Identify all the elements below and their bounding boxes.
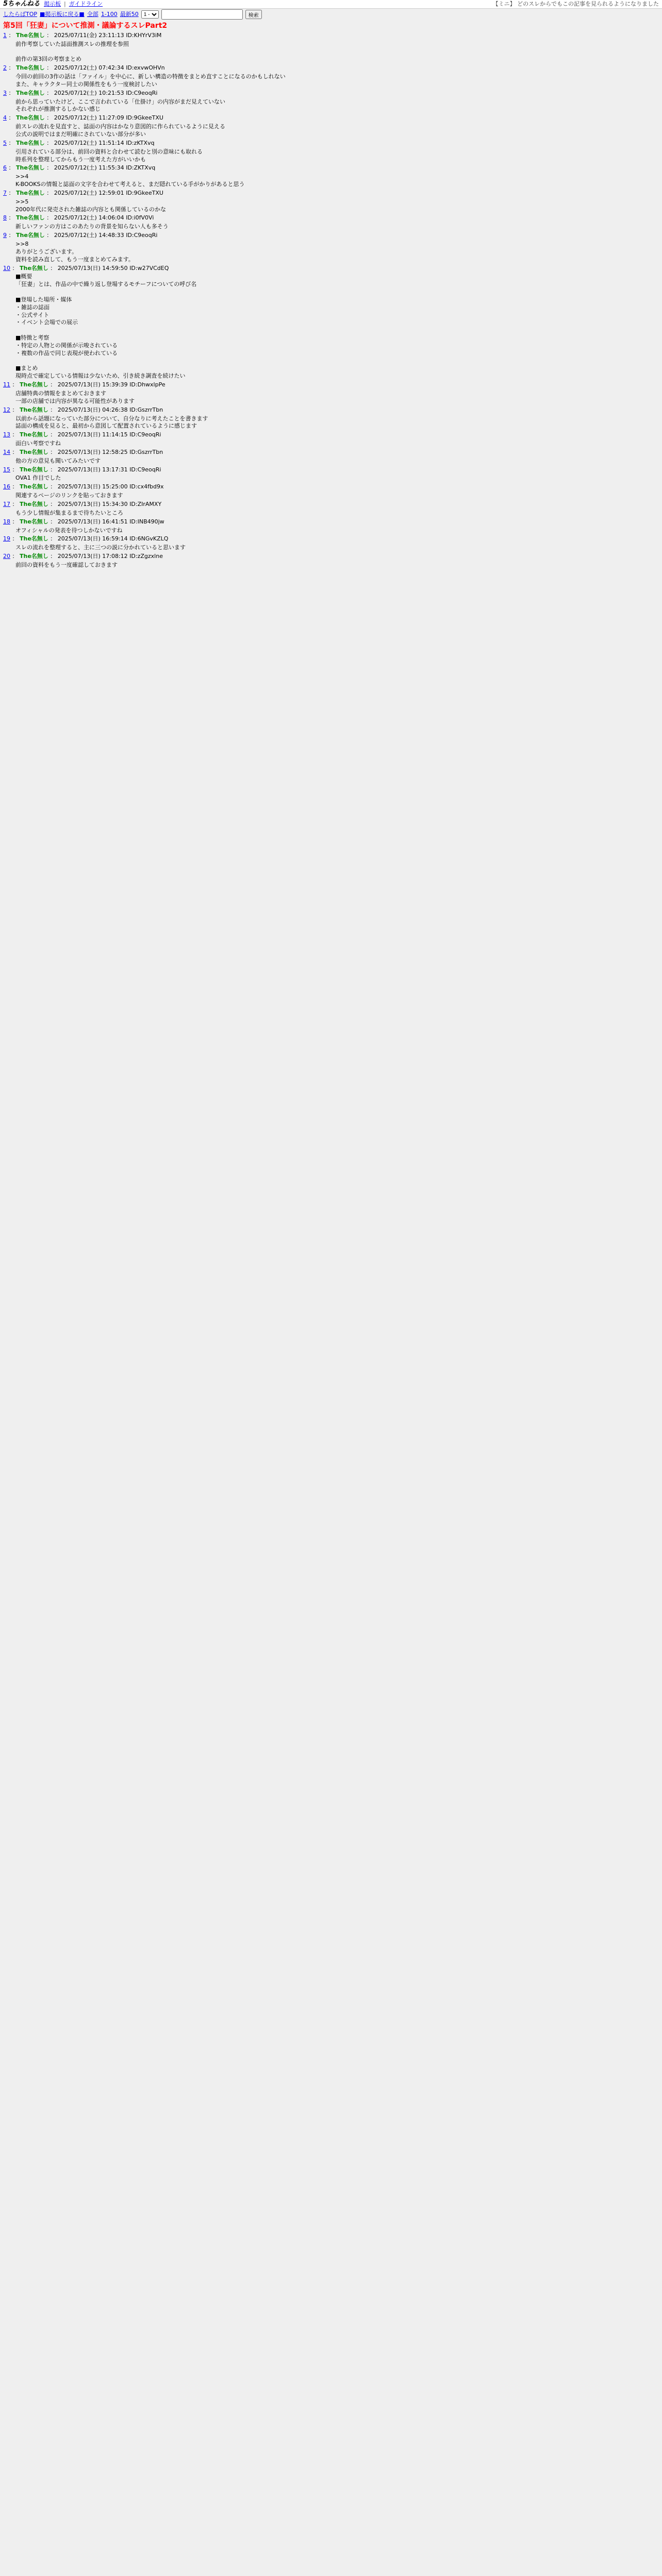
- post-body: もう少し情報が集まるまで待ちたいところ: [15, 509, 123, 516]
- post-body: 関連するページのリンクを貼っておきます: [15, 492, 123, 499]
- post-date: 2025/07/13(日) 12:58:25: [57, 448, 128, 455]
- post: [0, 31, 662, 63]
- post-author: The名無し: [20, 381, 48, 388]
- post-number[interactable]: 11: [3, 381, 10, 388]
- post-meta: 12 ： The名無し ： 2025/07/13(日) 04:26:38 ID:GszrrTbn: [3, 406, 163, 413]
- post-body: 以前から話題になっていた部分について、自分なりに考えたことを書きます 誌面の構成を見ると、最初から意図して配置されているように感じます: [15, 415, 208, 430]
- post: [0, 517, 662, 535]
- post-author: The名無し: [20, 448, 48, 455]
- post-date: 2025/07/13(日) 04:26:38: [57, 406, 128, 413]
- post-date: 2025/07/12(土) 11:27:09: [54, 114, 124, 122]
- post-list: [0, 31, 662, 569]
- post-body: 前作考察していた誌面推測スレの推理を参照 前作の第3回の考察まとめ: [15, 40, 129, 63]
- post: [0, 465, 662, 483]
- post-meta: 2 ： The名無し ： 2025/07/12(土) 07:42:34 ID:exvwOHVn: [3, 64, 165, 72]
- post-author: The名無し: [20, 406, 48, 413]
- post: [0, 113, 662, 139]
- post: [0, 430, 662, 448]
- post-body: 面白い考察ですね: [15, 440, 61, 447]
- post-date: 2025/07/13(日) 16:41:51: [57, 518, 128, 525]
- post-date: 2025/07/12(土) 14:06:04: [54, 214, 124, 222]
- post-meta: 15 ： The名無し ： 2025/07/13(日) 13:17:31 ID:C9eoqRi: [3, 466, 161, 473]
- post-id: ID:6NGvKZLQ: [129, 535, 169, 543]
- post-meta: 9 ： The名無し ： 2025/07/12(土) 14:48:33 ID:C9eoqRi: [3, 232, 158, 239]
- site-logo: 5ちゃんねる: [3, 0, 40, 8]
- post-body: スレの流れを整理すると、主に三つの説に分かれていると思います: [15, 544, 186, 551]
- post-body: ■概要 「狂妻」とは、作品の中で繰り返し登場するモチーフについての呼び名 ■登場した場所・媒体 ・雑誌の誌面 ・公式サイト ・イベント会場での展示 ■特徴と考察 ・特定の人物との関係が示唆されている ・複数の作品で同じ表現が使われている ■まとめ 現時点で確定している情報は少ないため、引き続き調査を続けたい: [15, 273, 197, 380]
- header-divider: |: [64, 0, 66, 7]
- post: [0, 139, 662, 164]
- post: [0, 213, 662, 231]
- post-id: ID:9GkeeTXU: [126, 189, 163, 196]
- post-date: 2025/07/12(土) 11:51:14: [54, 139, 124, 146]
- post: [0, 189, 662, 214]
- post-author: The名無し: [16, 64, 45, 72]
- post-date: 2025/07/12(土) 07:42:34: [54, 64, 124, 72]
- post-body: 引用されている部分は、前回の資料と合わせて読むと別の意味にも取れる 時系列を整理してからもう一度考えた方がいいかも: [15, 148, 203, 163]
- nav-link-back[interactable]: ■掲示板に戻る■: [40, 10, 85, 18]
- post: [0, 500, 662, 517]
- post-number[interactable]: 1: [3, 31, 7, 39]
- post-id: ID:9GkeeTXU: [126, 114, 163, 122]
- search-input[interactable]: [161, 9, 243, 20]
- post-id: ID:cx4fbd9x: [129, 483, 164, 490]
- post-meta: 4 ： The名無し ： 2025/07/12(土) 11:27:09 ID:9GkeeTXU: [3, 114, 163, 122]
- post-author: The名無し: [16, 89, 45, 96]
- post-meta: 16 ： The名無し ： 2025/07/13(日) 15:25:00 ID:cx4fbd9x: [3, 483, 164, 490]
- header-notice: 【ミニ】 どのスレからでもこの記事を見られるようになりました: [492, 0, 659, 7]
- post-author: The名無し: [16, 114, 45, 122]
- post-author: The名無し: [20, 518, 48, 525]
- post-number[interactable]: 5: [3, 139, 7, 146]
- post-number[interactable]: 18: [3, 518, 10, 525]
- header-link-guideline[interactable]: ガイドライン: [69, 0, 103, 7]
- post-number[interactable]: 13: [3, 431, 10, 438]
- post-date: 2025/07/13(日) 16:59:14: [57, 535, 128, 543]
- post-meta: 13 ： The名無し ： 2025/07/13(日) 11:14:15 ID:C9eoqRi: [3, 431, 161, 438]
- post-meta: 18 ： The名無し ： 2025/07/13(日) 16:41:51 ID:INB490jw: [3, 518, 164, 525]
- post: [0, 552, 662, 569]
- post-date: 2025/07/13(日) 15:25:00: [57, 483, 128, 490]
- post-id: ID:KHYrV3iM: [126, 31, 162, 39]
- post-number[interactable]: 3: [3, 89, 7, 96]
- post-id: ID:C9eoqRi: [129, 431, 161, 438]
- post-author: The名無し: [20, 466, 48, 473]
- post-author: The名無し: [16, 214, 45, 222]
- post-meta: 19 ： The名無し ： 2025/07/13(日) 16:59:14 ID:6NGvKZLQ: [3, 535, 169, 543]
- post-number[interactable]: 9: [3, 232, 7, 239]
- post-meta: 10 ： The名無し ： 2025/07/13(日) 14:59:50 ID:w27VCdEQ: [3, 264, 169, 272]
- post-id: ID:ZIrAMXY: [129, 500, 162, 507]
- nav-link-top[interactable]: したらばTOP: [3, 10, 38, 18]
- post: [0, 231, 662, 263]
- post-id: ID:ZKTXvq: [126, 164, 156, 172]
- post-body: 前スレの流れを見直すと、誌面の内容はかなり意図的に作られているように見える 公式の説明ではまだ明確にされていない部分が多い: [15, 123, 225, 138]
- post-date: 2025/07/12(土) 10:21:53: [54, 89, 124, 96]
- post-author: The名無し: [20, 553, 48, 560]
- post-date: 2025/07/13(日) 15:39:39: [57, 381, 128, 388]
- post-body: オフィシャルの発表を待つしかないですね: [15, 527, 123, 534]
- post-id: ID:GszrrTbn: [129, 448, 163, 455]
- post-id: ID:zKTXvq: [126, 139, 155, 146]
- post-body: >>8 ありがとうございます。 資料を読み直して、もう一度まとめてみます。: [15, 240, 134, 263]
- post-author: The名無し: [20, 264, 48, 272]
- post: [0, 89, 662, 114]
- post-number[interactable]: 15: [3, 466, 10, 473]
- nav-link-latest[interactable]: 最新50: [120, 10, 139, 18]
- post-id: ID:exvwOHVn: [126, 64, 165, 72]
- post-body: 前回の資料をもう一度確認しておきます: [15, 561, 118, 568]
- post-date: 2025/07/12(土) 11:55:34: [54, 164, 124, 172]
- post-author: The名無し: [16, 139, 45, 146]
- post-id: ID:INB490jw: [129, 518, 164, 525]
- post-id: ID:DhwxlpPe: [129, 381, 166, 388]
- post-id: ID:GszrrTbn: [129, 406, 163, 413]
- site-header: [0, 0, 662, 9]
- post-number[interactable]: 20: [3, 553, 10, 560]
- post-id: ID:w27VCdEQ: [129, 264, 169, 272]
- post-body: >>5 2000年代に発売された雑誌の内容とも関係しているのかな: [15, 198, 166, 213]
- post-number[interactable]: 17: [3, 500, 10, 507]
- post-author: The名無し: [16, 189, 45, 196]
- header-link-boards[interactable]: 掲示板: [44, 0, 61, 7]
- post-author: The名無し: [20, 535, 48, 543]
- post-number[interactable]: 10: [3, 264, 10, 272]
- post-date: 2025/07/12(土) 14:48:33: [54, 232, 124, 239]
- post-date: 2025/07/12(土) 12:59:01: [54, 189, 124, 196]
- post-author: The名無し: [16, 31, 45, 39]
- post-number[interactable]: 7: [3, 189, 7, 196]
- post-body: >>4 K-BOOKSの情報と誌面の文字を合わせて考えると、まだ隠れている手がかりがあると思う: [15, 173, 245, 188]
- post-number[interactable]: 6: [3, 164, 7, 172]
- post-id: ID:C9eoqRi: [126, 232, 158, 239]
- post-author: The名無し: [20, 483, 48, 490]
- post-body: 店舗特典の情報をまとめておきます 一部の店舗では内容が異なる可能性があります: [15, 390, 135, 404]
- post-number[interactable]: 19: [3, 535, 10, 543]
- post: [0, 163, 662, 189]
- post-meta: 14 ： The名無し ： 2025/07/13(日) 12:58:25 ID:GszrrTbn: [3, 448, 163, 455]
- post-id: ID:C9eoqRi: [126, 89, 158, 96]
- post-number[interactable]: 16: [3, 483, 10, 490]
- post: [0, 63, 662, 89]
- post-meta: 11 ： The名無し ： 2025/07/13(日) 15:39:39 ID:DhwxlpPe: [3, 381, 166, 388]
- post-date: 2025/07/13(日) 11:14:15: [57, 431, 128, 438]
- search-button[interactable]: 検索: [245, 10, 262, 19]
- post-author: The名無し: [20, 431, 48, 438]
- post-meta: 3 ： The名無し ： 2025/07/12(土) 10:21:53 ID:C9eoqRi: [3, 89, 158, 96]
- post-id: ID:C9eoqRi: [129, 466, 161, 473]
- post-body: OVA1 作目でした: [15, 474, 61, 482]
- post-author: The名無し: [20, 500, 48, 507]
- post-author: The名無し: [16, 232, 45, 239]
- post-date: 2025/07/13(日) 14:59:50: [57, 264, 128, 272]
- post-body: 他の方の意見も聞いてみたいです: [15, 457, 101, 464]
- post-date: 2025/07/13(日) 13:17:31: [57, 466, 128, 473]
- post-body: 前から思っていたけど、ここで言われている「仕掛け」の内容がまだ見えていない それぞれが推測するしかない感じ: [15, 98, 225, 113]
- post: [0, 448, 662, 465]
- range-select[interactable]: [141, 10, 159, 19]
- post-body: 新しいファンの方はこのあたりの背景を知らない人も多そう: [15, 223, 169, 230]
- post: [0, 482, 662, 500]
- post: [0, 264, 662, 381]
- post: [0, 534, 662, 552]
- post-number[interactable]: 2: [3, 64, 7, 72]
- post-body: 今回の前回の3作の話は「ファイル」を中心に、新しい構造の特徴をまとめ直すことになるのかもしれない また、キャラクター同士の関係性をもう一度検討したい: [15, 73, 286, 88]
- post-id: ID:zZgzxlne: [129, 553, 163, 560]
- post-meta: 8 ： The名無し ： 2025/07/12(土) 14:06:04 ID:i0fV0Vi: [3, 214, 154, 222]
- post-id: ID:i0fV0Vi: [126, 214, 154, 222]
- post-meta: 20 ： The名無し ： 2025/07/13(日) 17:08:12 ID:zZgzxlne: [3, 553, 163, 560]
- post: [0, 405, 662, 431]
- post-meta: 1 ： The名無し ： 2025/07/11(金) 23:11:13 ID:KHYrV3iM: [3, 31, 162, 39]
- post-number[interactable]: 8: [3, 214, 7, 222]
- thread-nav: [0, 9, 662, 20]
- post-number[interactable]: 4: [3, 114, 7, 122]
- post: [0, 380, 662, 405]
- post-meta: 7 ： The名無し ： 2025/07/12(土) 12:59:01 ID:9GkeeTXU: [3, 189, 163, 196]
- post-meta: 6 ： The名無し ： 2025/07/12(土) 11:55:34 ID:ZKTXvq: [3, 164, 156, 172]
- post-date: 2025/07/13(日) 17:08:12: [57, 553, 128, 560]
- post-number[interactable]: 12: [3, 406, 10, 413]
- post-date: 2025/07/11(金) 23:11:13: [54, 31, 124, 39]
- post-author: The名無し: [16, 164, 45, 172]
- post-meta: 5 ： The名無し ： 2025/07/12(土) 11:51:14 ID:zKTXvq: [3, 139, 155, 146]
- post-meta: 17 ： The名無し ： 2025/07/13(日) 15:34:30 ID:ZIrAMXY: [3, 500, 162, 507]
- post-number[interactable]: 14: [3, 448, 10, 455]
- thread-title: 第5回「狂妻」について推測・議論するスレPart2: [3, 22, 168, 30]
- nav-link-all[interactable]: 全部: [87, 10, 98, 18]
- post-date: 2025/07/13(日) 15:34:30: [57, 500, 128, 507]
- nav-link-range[interactable]: 1-100: [101, 10, 118, 18]
